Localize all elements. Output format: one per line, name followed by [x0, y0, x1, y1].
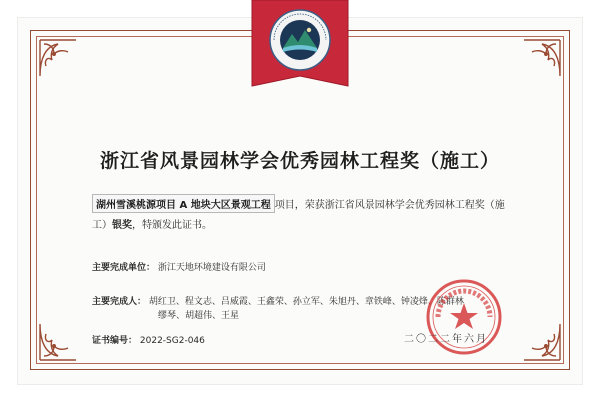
- corner-ornament-icon: [38, 38, 78, 78]
- award-text-line-2: [92, 216, 212, 231]
- main-unit-label: 主要完成单位：: [92, 263, 156, 273]
- corner-ornament-icon: [522, 38, 562, 78]
- award-text-prefix: 工）: [92, 220, 112, 231]
- main-unit-value: 浙江天地环境建设有限公司: [157, 263, 266, 273]
- society-emblem-icon: [250, 0, 350, 92]
- main-people-row-2: [158, 308, 239, 321]
- corner-ornament-icon: [522, 322, 562, 362]
- award-text-ending: ，特颁发此证书。: [132, 220, 212, 231]
- main-people-line-2: 缪琴、胡超伟、王星: [158, 311, 240, 321]
- main-people-row: [92, 294, 464, 307]
- corner-ornament-icon: [38, 322, 78, 362]
- cert-no-row: [92, 333, 205, 346]
- award-level: 银奖: [112, 220, 132, 231]
- main-unit-row: [92, 260, 266, 273]
- cert-no-label: 证书编号：: [92, 336, 138, 346]
- award-text-line-1: [92, 194, 505, 213]
- main-people-line-1: 胡红卫、程文志、吕威霞、王鑫荣、孙立军、朱旭丹、章铁峰、钟凌烽、陈群林: [148, 297, 464, 307]
- main-people-label: 主要完成人：: [92, 297, 147, 307]
- certificate-title: 浙江省风景园林学会优秀园林工程奖（施工）: [99, 150, 500, 172]
- issue-date: 二〇二二年六月: [404, 334, 488, 345]
- project-name: 湖州雪溪桃源项目 A 地块大区景观工程: [92, 194, 275, 213]
- official-seal-icon: [424, 277, 504, 357]
- cert-no-value: 2022-SG2-046: [139, 336, 205, 346]
- award-text-suffix: 项目，荣获浙江省风景园林学会优秀园林工程奖（施: [274, 200, 505, 211]
